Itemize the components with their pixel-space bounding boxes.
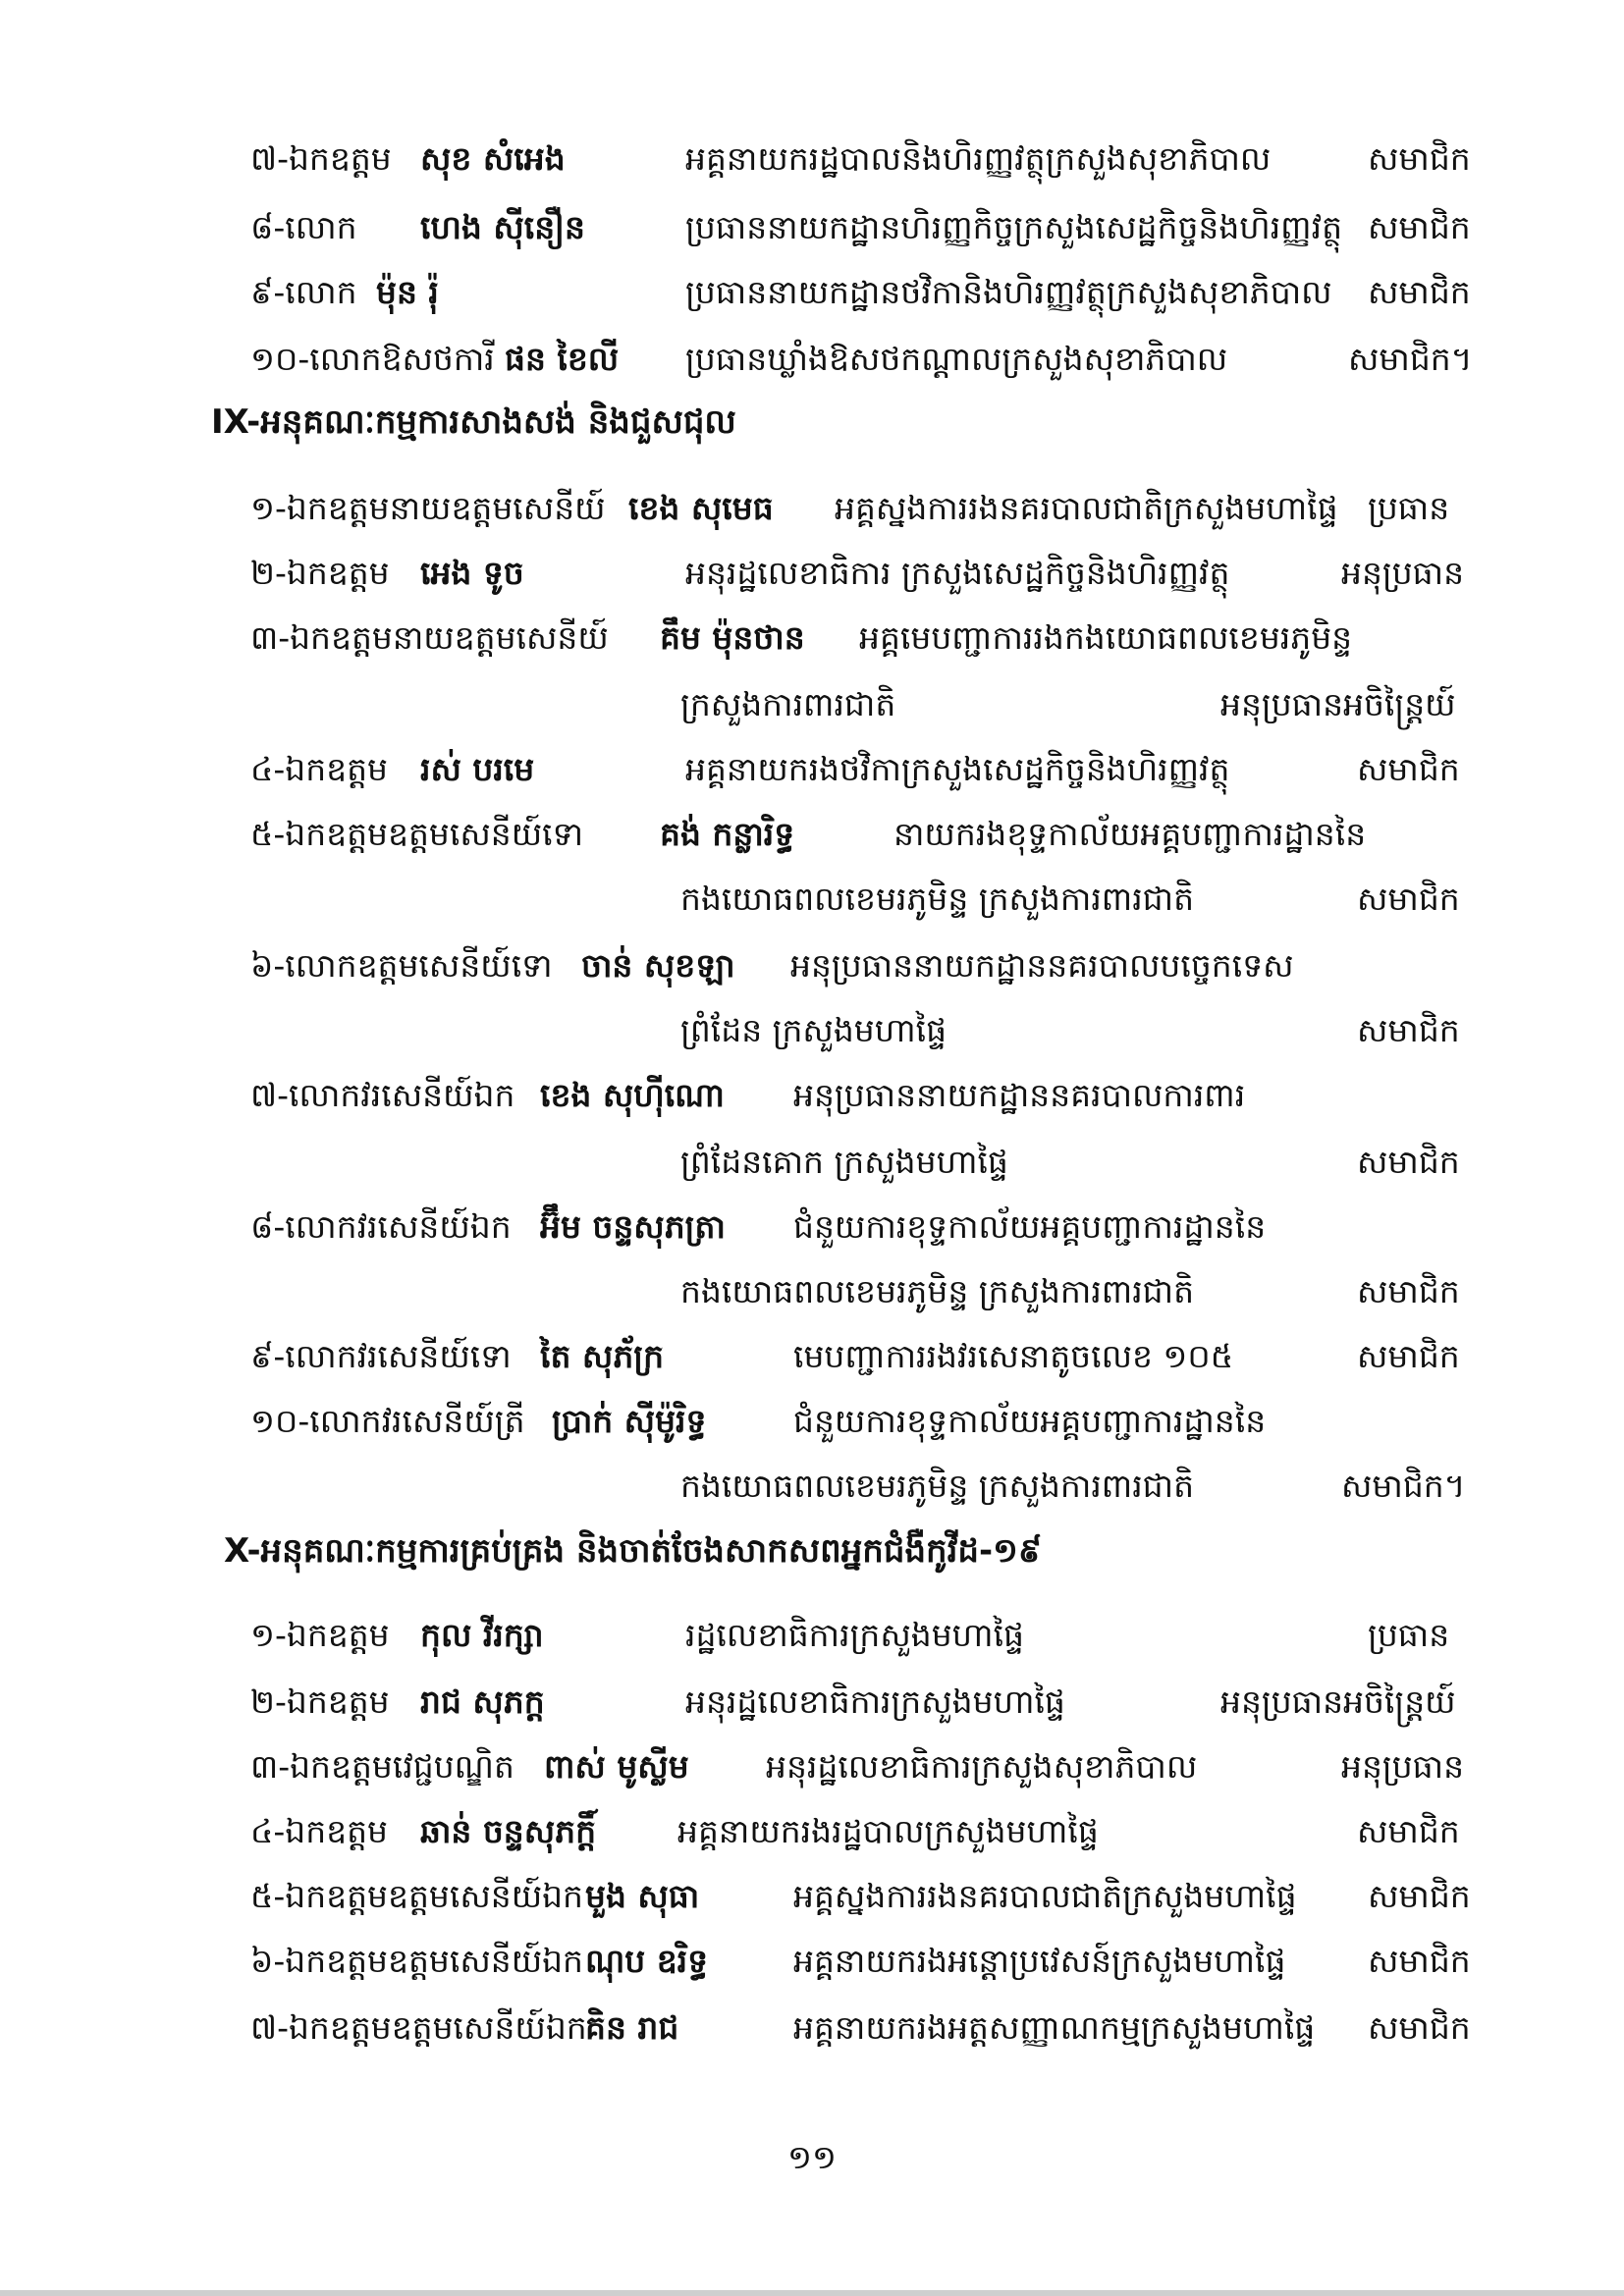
member-line xyxy=(0,936,1624,995)
member-title-continued: កងយោធពលខេមរភូមិន្ទ ក្រសួងការពារជាតិ xyxy=(680,1272,1195,1310)
member-name: ហេង ស៊ីនឿន xyxy=(420,208,585,246)
member-prefix: ៨-លោក xyxy=(250,208,357,246)
member-title: អគ្គមេបញ្ជាការរងកងយោធពលខេមរភូមិន្ទ xyxy=(859,618,1353,657)
member-name: គិន រាជ xyxy=(585,2008,679,2047)
member-title: ជំនួយការខុទ្ទកាល័យអគ្គបញ្ជាការដ្ឋាននៃ xyxy=(793,1207,1267,1246)
member-line xyxy=(0,263,1624,322)
member-prefix: ១០-លោកឱសថការី xyxy=(250,340,495,378)
member-line xyxy=(0,198,1624,257)
member-line xyxy=(0,1802,1624,1861)
member-prefix: ៦-លោកឧត្តមសេនីយ៍ទោ xyxy=(250,946,553,985)
member-role: អនុប្រធាន xyxy=(1341,554,1465,592)
member-name: រស់ បរមេ xyxy=(420,750,535,788)
member-role: សមាជិក xyxy=(1357,880,1460,918)
member-line-continuation xyxy=(0,1133,1624,1192)
member-line-continuation xyxy=(0,870,1624,929)
member-name: ណុប ឧរិទ្ធ xyxy=(585,1942,709,1980)
member-name: តៃ សុភ័ក្រ xyxy=(540,1337,665,1375)
member-title: អគ្គនាយករងថវិកាក្រសួងសេដ្ឋកិច្ចនិងហិរញ្ញវត្ថុ xyxy=(685,750,1230,788)
member-title-continued: កងយោធពលខេមរភូមិន្ទ ក្រសួងការពារជាតិ xyxy=(680,880,1195,918)
member-title: ប្រធានឃ្លាំងឱសថកណ្តាលក្រសួងសុខាភិបាល xyxy=(685,340,1228,378)
member-title: អគ្គនាយករដ្ឋបាលនិងហិរញ្ញវត្ថុក្រសួងសុខាភិបាល xyxy=(685,139,1272,178)
member-title: អនុរដ្ឋលេខាធិការក្រសួងមហាផ្ទៃ xyxy=(685,1682,1065,1721)
member-role: សមាជិក xyxy=(1368,208,1471,246)
member-role: សមាជិក xyxy=(1368,1877,1471,1915)
member-role: សមាជិក xyxy=(1368,2008,1471,2047)
member-prefix: ៥-ឯកឧត្តមឧត្តមសេនីយ៍ទោ xyxy=(250,815,584,853)
member-role: ប្រធាន xyxy=(1368,1616,1450,1654)
member-name: កុល វីរក្សា xyxy=(420,1616,544,1654)
member-line xyxy=(0,1932,1624,1991)
member-line xyxy=(0,1066,1624,1125)
member-prefix: ៩-លោក xyxy=(250,273,357,311)
member-title: អគ្គស្នងការរងនគរបាលជាតិក្រសួងមហាផ្ទៃ xyxy=(835,489,1338,527)
member-line xyxy=(0,609,1624,667)
member-role: សមាជិក xyxy=(1357,1272,1460,1310)
member-name: ឆាន់ ចន្ទសុភក្តិ៍ xyxy=(420,1812,597,1850)
member-line xyxy=(0,544,1624,603)
member-title: ជំនួយការខុទ្ទកាល័យអគ្គបញ្ជាការដ្ឋាននៃ xyxy=(793,1402,1267,1440)
member-line xyxy=(0,1327,1624,1386)
member-name: គឹម ម៉ុនថាន xyxy=(660,618,805,657)
member-line xyxy=(0,330,1624,389)
member-line-continuation xyxy=(0,1001,1624,1060)
member-name: ខេង សុមេធ xyxy=(628,489,774,527)
member-prefix: ១០-លោកវរសេនីយ៍ត្រី xyxy=(250,1402,525,1440)
member-line xyxy=(0,1867,1624,1926)
member-title: អគ្គនាយករងអត្តសញ្ញាណកម្មក្រសួងមហាផ្ទៃ xyxy=(793,2008,1316,2047)
member-prefix: ៧-ឯកឧត្តម xyxy=(250,139,392,178)
member-role: សមាជិក xyxy=(1368,273,1471,311)
member-title-continued: ក្រសួងការពារជាតិ xyxy=(680,685,896,723)
member-title: ប្រធាននាយកដ្ឋានថវិកានិងហិរញ្ញវត្ថុក្រសួងសុខាភិបាល xyxy=(685,273,1332,311)
member-prefix: ៨-លោកវរសេនីយ៍ឯក xyxy=(250,1207,512,1246)
member-title: អនុរដ្ឋលេខាធិការ ក្រសួងសេដ្ឋកិច្ចនិងហិរញ្ញវត្ថុ xyxy=(685,554,1230,592)
section-heading: X-អនុគណៈកម្មការគ្រប់គ្រង និងចាត់ចែងសាកសពអ្នកជំងឺកូវីដ-១៩ xyxy=(224,1531,1042,1571)
member-prefix: ៩-លោកវរសេនីយ៍ទោ xyxy=(250,1337,512,1375)
member-prefix: ១-ឯកឧត្តម xyxy=(250,1616,390,1654)
member-line xyxy=(0,1737,1624,1796)
member-title: អនុរដ្ឋលេខាធិការក្រសួងសុខាភិបាល xyxy=(766,1747,1198,1786)
member-name: ចាន់ សុខឡា xyxy=(581,946,735,985)
member-title: អគ្គនាយករងអន្តោប្រវេសន៍ក្រសួងមហាផ្ទៃ xyxy=(793,1942,1286,1980)
member-role: អនុប្រធានអចិន្ត្រៃយ៍ xyxy=(1220,685,1456,723)
member-title-continued: ព្រំដែន ក្រសួងមហាផ្ទៃ xyxy=(680,1011,947,1049)
member-line xyxy=(0,1606,1624,1665)
section-heading: IX-អនុគណៈកម្មការសាងសង់ និងជួសជុល xyxy=(211,402,736,442)
member-title: មេបញ្ជាការរងវរសេនាតូចលេខ ១០៥ xyxy=(793,1337,1234,1375)
member-name: សុខ សំអេង xyxy=(420,139,566,178)
member-line xyxy=(0,1673,1624,1732)
member-role: សមាជិក។ xyxy=(1348,340,1473,378)
member-line-continuation xyxy=(0,675,1624,734)
member-line-continuation xyxy=(0,1457,1624,1516)
member-title-continued: កងយោធពលខេមរភូមិន្ទ ក្រសួងការពារជាតិ xyxy=(680,1467,1195,1505)
member-name: ប្រាក់ ស៊ីម៉ូរិទ្ធ xyxy=(552,1402,707,1440)
member-title: ប្រធាននាយកដ្ឋានហិរញ្ញកិច្ចក្រសួងសេដ្ឋកិច្ចនិងហិរញ្ញវត្ថុ xyxy=(685,208,1343,246)
member-line xyxy=(0,1999,1624,2057)
member-line xyxy=(0,130,1624,188)
member-role: សមាជិក xyxy=(1357,1011,1460,1049)
member-title: អនុប្រធាននាយកដ្ឋាននគរបាលបច្ចេកទេស xyxy=(790,946,1294,985)
member-line xyxy=(0,1198,1624,1256)
member-prefix: ២-ឯកឧត្តម xyxy=(250,1682,390,1721)
member-role: សមាជិក xyxy=(1357,1812,1460,1850)
member-line xyxy=(0,805,1624,864)
member-role: សមាជិក xyxy=(1357,750,1460,788)
member-name: អ៊ឹម ចន្ទសុភត្រា xyxy=(540,1207,726,1246)
member-role: ប្រធាន xyxy=(1368,489,1450,527)
member-role: សមាជិក xyxy=(1357,1337,1460,1375)
member-name: ម៉ុន រ៉ុ xyxy=(376,273,439,311)
member-prefix: ៧-លោកវរសេនីយ៍ឯក xyxy=(250,1076,515,1114)
member-name: ពាស់ មូស្លីម xyxy=(544,1747,689,1786)
member-prefix: ៧-ឯកឧត្តមឧត្តមសេនីយ៍ឯក xyxy=(250,2008,587,2047)
scan-edge xyxy=(0,2290,1624,2296)
member-name: រាជ សុភក្ត xyxy=(420,1682,545,1721)
member-line xyxy=(0,740,1624,799)
member-name: ផន ខៃលី xyxy=(505,340,620,378)
member-line xyxy=(0,1392,1624,1451)
member-role: សមាជិក xyxy=(1368,1942,1471,1980)
member-prefix: ១-ឯកឧត្តមនាយឧត្តមសេនីយ៍ xyxy=(250,489,606,527)
member-title: អនុប្រធាននាយកដ្ឋាននគរបាលការពារ xyxy=(793,1076,1246,1114)
member-line-continuation xyxy=(0,1262,1624,1321)
page-number: ១១ xyxy=(787,2138,837,2176)
member-prefix: ៤-ឯកឧត្តម xyxy=(250,750,389,788)
member-role: សមាជិក xyxy=(1357,1143,1460,1181)
member-title: រដ្ឋលេខាធិការក្រសួងមហាផ្ទៃ xyxy=(685,1616,1024,1654)
member-prefix: ៣-ឯកឧត្តមវេជ្ជបណ្ឌិត xyxy=(250,1747,514,1786)
member-title: នាយករងខុទ្ទកាល័យអគ្គបញ្ជាការដ្ឋាននៃ xyxy=(893,815,1367,853)
member-prefix: ២-ឯកឧត្តម xyxy=(250,554,390,592)
member-name: អេង ទូច xyxy=(420,554,524,592)
member-prefix: ៣-ឯកឧត្តមនាយឧត្តមសេនីយ៍ xyxy=(250,618,609,657)
member-prefix: ៤-ឯកឧត្តម xyxy=(250,1812,389,1850)
member-role: សមាជិក។ xyxy=(1341,1467,1466,1505)
member-title-continued: ព្រំដែនគោក ក្រសួងមហាផ្ទៃ xyxy=(680,1143,1008,1181)
member-role: អនុប្រធាន xyxy=(1341,1747,1465,1786)
member-prefix: ៦-ឯកឧត្តមឧត្តមសេនីយ៍ឯក xyxy=(250,1942,584,1980)
member-role: សមាជិក xyxy=(1368,139,1471,178)
member-role: អនុប្រធានអចិន្ត្រៃយ៍ xyxy=(1220,1682,1456,1721)
member-name: គង់ កន្លារិទ្ធ xyxy=(660,815,795,853)
member-prefix: ៥-ឯកឧត្តមឧត្តមសេនីយ៍ឯក xyxy=(250,1877,584,1915)
member-name: ខេង សុហ៊ីណោ xyxy=(540,1076,725,1114)
member-name: មួង សុធា xyxy=(585,1877,700,1915)
member-title: អគ្គស្នងការរងនគរបាលជាតិក្រសួងមហាផ្ទៃ xyxy=(793,1877,1297,1915)
member-line xyxy=(0,479,1624,538)
member-title: អគ្គនាយករងរដ្ឋបាលក្រសួងមហាផ្ទៃ xyxy=(677,1812,1099,1850)
